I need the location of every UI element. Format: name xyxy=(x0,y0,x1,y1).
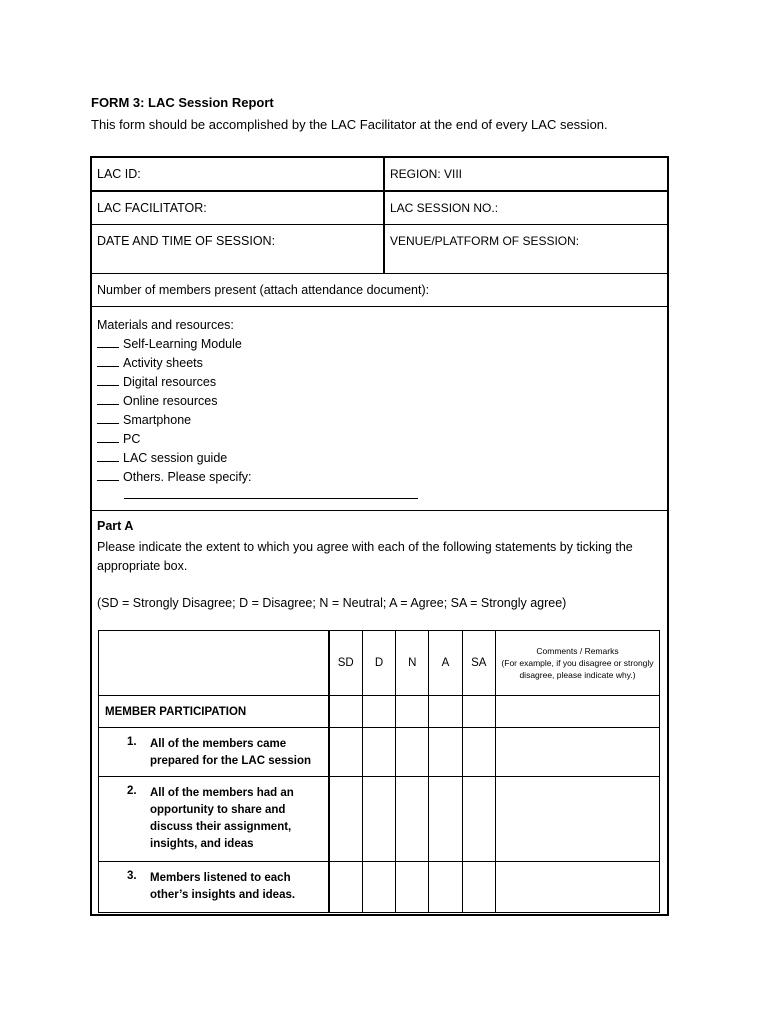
check-blank[interactable] xyxy=(97,452,119,462)
rating-cell[interactable] xyxy=(429,728,462,777)
materials-heading: Materials and resources: xyxy=(97,318,234,332)
rating-cell[interactable] xyxy=(462,862,495,913)
rating-legend: (SD = Strongly Disagree; D = Disagree; N = Neutral; A = Agree; SA = Strongly agree) xyxy=(97,596,567,610)
check-blank[interactable] xyxy=(97,433,119,443)
comment-cell[interactable] xyxy=(495,862,659,913)
form-title: FORM 3: LAC Session Report xyxy=(91,95,274,110)
rating-cell[interactable] xyxy=(329,777,363,862)
table-row: 2. All of the members had an opportunity to share and discuss their assignment, insights, and ideas xyxy=(99,777,660,862)
rating-cell[interactable] xyxy=(329,862,363,913)
check-blank[interactable] xyxy=(97,338,119,348)
divider xyxy=(92,510,667,511)
materials-list xyxy=(97,316,252,487)
rating-cell[interactable] xyxy=(396,777,429,862)
material-item[interactable]: Online resources xyxy=(97,392,252,411)
rating-cell[interactable] xyxy=(362,862,395,913)
col-a: A xyxy=(429,631,462,696)
rating-cell[interactable] xyxy=(462,728,495,777)
material-item[interactable]: Self-Learning Module xyxy=(97,335,252,354)
check-blank[interactable] xyxy=(97,471,119,481)
section-row xyxy=(99,696,660,728)
rating-cell[interactable] xyxy=(429,862,462,913)
specify-input-line[interactable] xyxy=(124,498,418,499)
section-member-participation: MEMBER PARTICIPATION xyxy=(99,696,329,728)
session-no-field[interactable]: LAC SESSION NO.: xyxy=(390,201,499,215)
material-item[interactable]: Digital resources xyxy=(97,373,252,392)
rating-header-row xyxy=(99,631,660,696)
part-a-instruction: Please indicate the extent to which you agree with each of the following statements by ticking the appropriate box. xyxy=(97,540,633,573)
statement-text: All of the members came prepared for the LAC session xyxy=(150,738,312,767)
material-item[interactable]: Others. Please specify: xyxy=(97,468,252,487)
venue-field[interactable]: VENUE/PLATFORM OF SESSION: xyxy=(390,234,580,248)
row-facilitator-session xyxy=(92,192,667,225)
check-blank[interactable] xyxy=(97,414,119,424)
rating-cell[interactable] xyxy=(462,777,495,862)
table-row: 3. Members listened to each other’s insights and ideas. xyxy=(99,862,660,913)
region-field[interactable]: REGION: VIII xyxy=(390,167,463,181)
lac-id-field[interactable]: LAC ID: xyxy=(92,158,385,190)
date-time-field[interactable]: DATE AND TIME OF SESSION: xyxy=(92,225,385,273)
material-item[interactable]: Activity sheets xyxy=(97,354,252,373)
rating-cell[interactable] xyxy=(362,728,395,777)
rating-cell[interactable] xyxy=(396,862,429,913)
row-members-present xyxy=(92,274,667,307)
row-id-region xyxy=(92,158,667,192)
material-item[interactable]: LAC session guide xyxy=(97,449,252,468)
check-blank[interactable] xyxy=(97,395,119,405)
col-d: D xyxy=(362,631,395,696)
check-blank[interactable] xyxy=(97,376,119,386)
statement-text: Members listened to each other’s insights and ideas. xyxy=(150,872,296,901)
table-row: 1. All of the members came prepared for the LAC session xyxy=(99,728,660,777)
material-item[interactable]: PC xyxy=(97,430,252,449)
form-intro: This form should be accomplished by the LAC Facilitator at the end of every LAC session. xyxy=(91,117,608,132)
check-blank[interactable] xyxy=(97,357,119,367)
rating-cell[interactable] xyxy=(429,777,462,862)
col-n: N xyxy=(396,631,429,696)
rating-cell[interactable] xyxy=(329,728,363,777)
part-a-title: Part A xyxy=(97,519,134,533)
col-sd: SD xyxy=(329,631,363,696)
comment-cell[interactable] xyxy=(495,728,659,777)
col-sa: SA xyxy=(462,631,495,696)
comments-header: Comments / Remarks (For example, if you disagree or strongly disagree, please indicate why.) xyxy=(495,631,659,696)
comment-cell[interactable] xyxy=(495,777,659,862)
session-report-table xyxy=(90,156,669,916)
facilitator-field[interactable]: LAC FACILITATOR: xyxy=(92,192,385,224)
row-date-venue xyxy=(92,225,667,274)
rating-cell[interactable] xyxy=(362,777,395,862)
rating-cell[interactable] xyxy=(396,728,429,777)
material-item[interactable]: Smartphone xyxy=(97,411,252,430)
rating-table xyxy=(98,630,660,913)
statement-text: All of the members had an opportunity to share and discuss their assignment, insights, and ideas xyxy=(150,787,294,850)
members-present-field[interactable]: Number of members present (attach attendance document): xyxy=(97,283,430,297)
